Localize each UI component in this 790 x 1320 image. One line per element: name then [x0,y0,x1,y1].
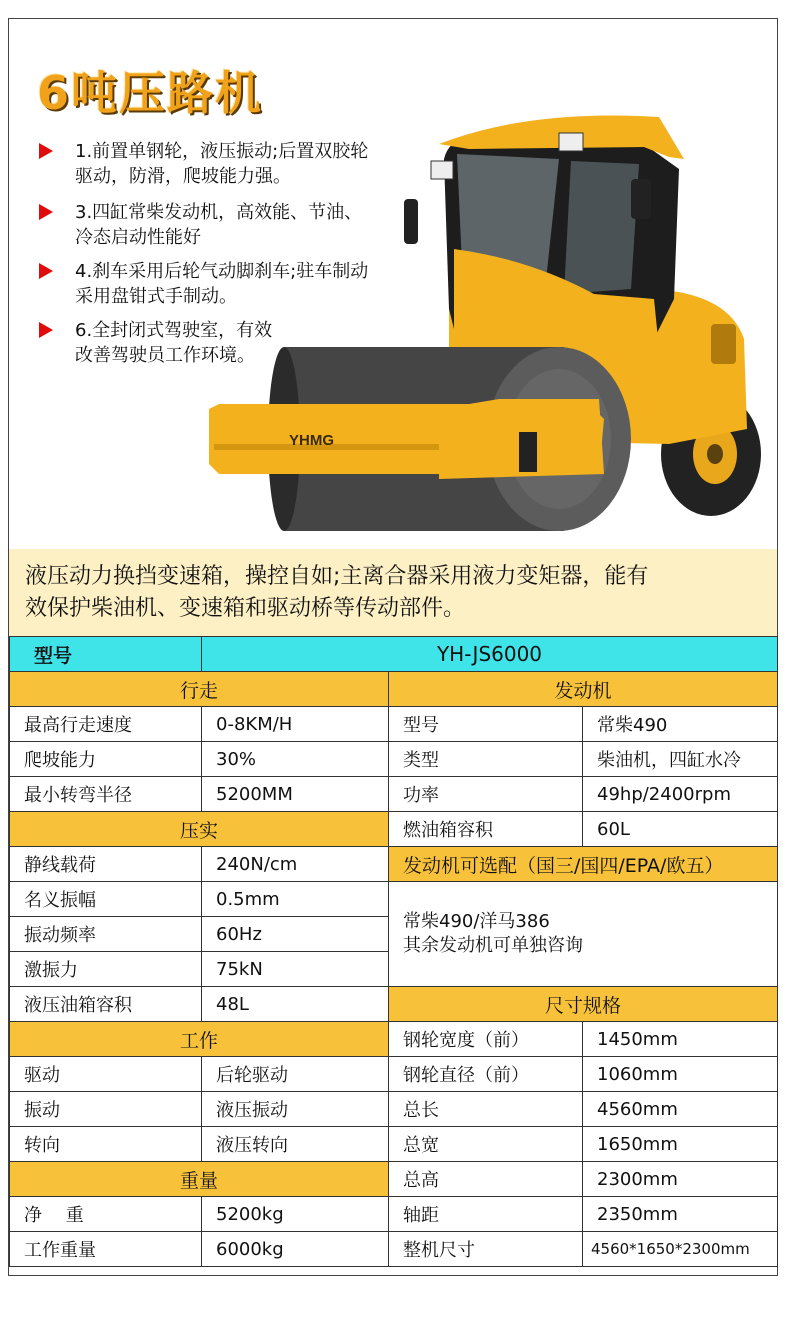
spec-value: 2300mm [583,1162,778,1197]
spec-value: 5200kg [202,1197,389,1232]
spec-value: 常柴490 [583,707,778,742]
table-row [10,1057,778,1092]
page-title: 6吨压路机 [37,66,264,120]
banner-line: 液压动力换挡变速箱，操控自如;主离合器采用液力变矩器，能有 [25,564,649,589]
spec-value: 60L [583,812,778,847]
spec-value: 6000kg [202,1232,389,1267]
section-header-work: 工作 [10,1022,389,1057]
table-row [10,812,778,847]
spec-key: 工作重量 [10,1232,202,1267]
spec-key: 转向 [10,1127,202,1162]
spec-key: 类型 [389,742,583,777]
table-row [10,1162,778,1197]
spec-key: 轴距 [389,1197,583,1232]
spec-value: 1060mm [583,1057,778,1092]
bullet-arrow-icon [39,322,53,338]
model-value: YH-JS6000 [202,637,778,672]
engine-option-text: 其余发动机可单独咨询 [403,935,583,956]
road-roller-image [199,99,777,539]
spec-key: 爬坡能力 [10,742,202,777]
hero-section [9,19,777,549]
banner-line: 效保护柴油机、变速箱和驱动桥等传动部件。 [25,596,466,621]
brand-logo: YHMG [289,432,334,449]
spec-value: 4560*1650*2300mm [583,1232,778,1267]
section-header-weight: 重量 [10,1162,389,1197]
table-row [10,1127,778,1162]
spec-key: 总宽 [389,1127,583,1162]
spec-value: 2350mm [583,1197,778,1232]
spec-table [9,636,778,1267]
table-row [10,777,778,812]
spec-value: 49hp/2400rpm [583,777,778,812]
spec-value: 柴油机，四缸水冷 [583,742,778,777]
spec-key: 振动 [10,1092,202,1127]
spec-value: 1450mm [583,1022,778,1057]
table-row [10,1022,778,1057]
spec-value: 液压振动 [202,1092,389,1127]
spec-value: 后轮驱动 [202,1057,389,1092]
feature-banner [9,549,777,636]
table-row [10,1092,778,1127]
spec-value: 0-8KM/H [202,707,389,742]
spec-key: 最高行走速度 [10,707,202,742]
spec-key: 总长 [389,1092,583,1127]
spec-key: 净 重 [10,1197,202,1232]
spec-key: 功率 [389,777,583,812]
table-row [10,882,778,917]
spec-key: 振动频率 [10,917,202,952]
section-header-engine-options: 发动机可选配（国三/国四/EPA/欧五） [389,847,778,882]
spec-value: 液压转向 [202,1127,389,1162]
bullet-arrow-icon [39,204,53,220]
spec-key: 液压油箱容积 [10,987,202,1022]
bullet-arrow-icon [39,263,53,279]
engine-option-text: 常柴490/洋马386 [403,911,550,932]
spec-value: 30% [202,742,389,777]
model-row [10,637,778,672]
table-row [10,742,778,777]
table-row [10,847,778,882]
section-header-travel: 行走 [10,672,389,707]
table-row [10,987,778,1022]
spec-key: 激振力 [10,952,202,987]
spec-value: 48L [202,987,389,1022]
spec-key: 钢轮宽度（前） [389,1022,583,1057]
spec-key: 整机尺寸 [389,1232,583,1267]
section-header-engine: 发动机 [389,672,778,707]
table-row [10,1197,778,1232]
feature-item: 1.前置单钢轮，液压振动;后置双胶轮 驱动，防滑，爬坡能力强。 [39,139,419,189]
spec-key: 燃油箱容积 [389,812,583,847]
spec-value: 240N/cm [202,847,389,882]
spec-key: 钢轮直径（前） [389,1057,583,1092]
section-header-compaction: 压实 [10,812,389,847]
feature-item: 3.四缸常柴发动机，高效能、节油、 冷态启动性能好 [39,200,419,250]
model-label: 型号 [10,637,202,672]
spec-value: 0.5mm [202,882,389,917]
spec-key: 型号 [389,707,583,742]
table-row [10,707,778,742]
spec-key: 静线载荷 [10,847,202,882]
table-row [10,1232,778,1267]
spec-value: 5200MM [202,777,389,812]
spec-key: 最小转弯半径 [10,777,202,812]
spec-key: 总高 [389,1162,583,1197]
bullet-arrow-icon [39,143,53,159]
spec-value: 60Hz [202,917,389,952]
feature-item: 6.全封闭式驾驶室，有效 改善驾驶员工作环境。 [39,318,419,368]
spec-key: 名义振幅 [10,882,202,917]
feature-item: 4.刹车采用后轮气动脚刹车;驻车制动 采用盘钳式手制动。 [39,259,419,309]
spec-key: 驱动 [10,1057,202,1092]
section-header-dimensions: 尺寸规格 [389,987,778,1022]
spec-value: 1650mm [583,1127,778,1162]
spec-value: 75kN [202,952,389,987]
spec-value: 4560mm [583,1092,778,1127]
engine-options-cell [389,882,778,987]
